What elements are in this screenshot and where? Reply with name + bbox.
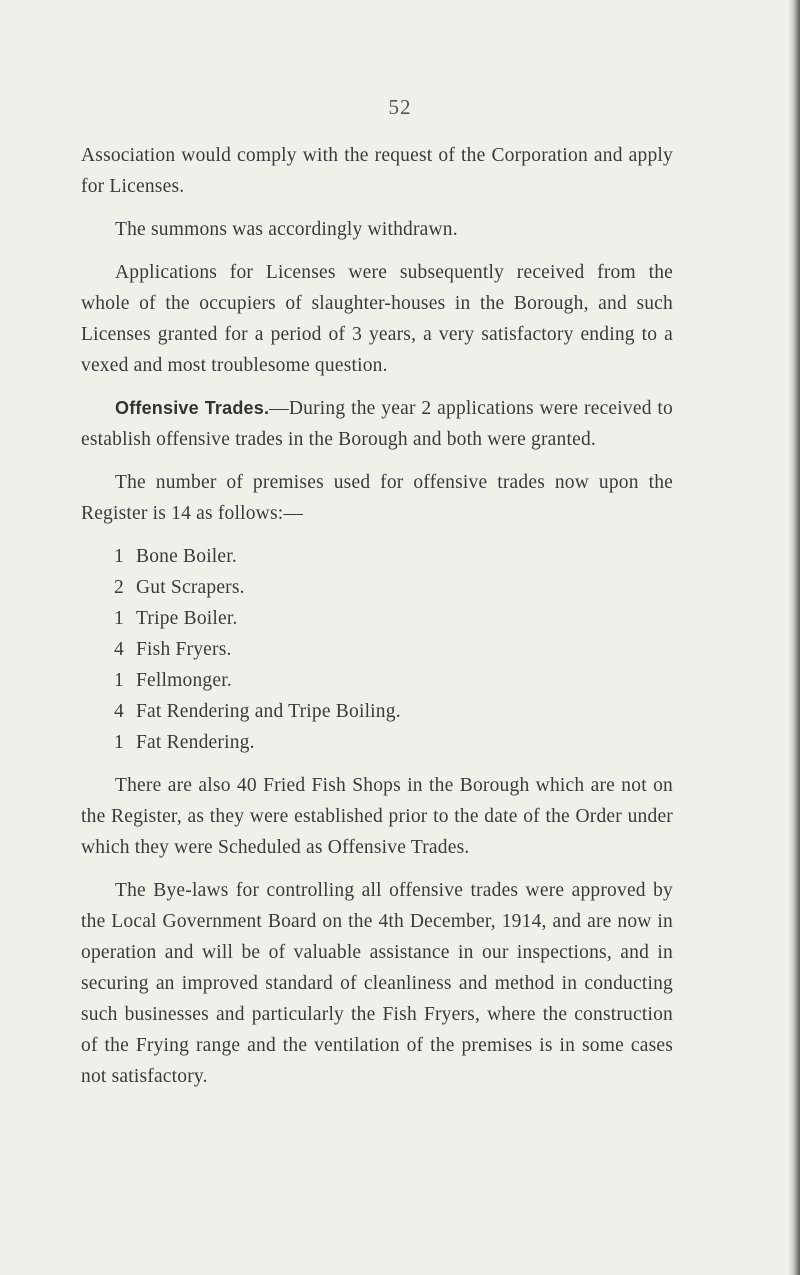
page-number: 52: [388, 95, 412, 119]
trade-name: Fish Fryers.: [136, 639, 232, 660]
trade-name: Gut Scrapers.: [136, 577, 245, 598]
trade-count: 4: [114, 701, 124, 722]
trade-count: 1: [114, 608, 124, 629]
paragraph-applications: Applications for Licenses were subsequently received from the whole of the occupiers of slaughter-houses in the Borough, and such Licenses granted for a period of 3 years, a very satisfactory ending to a vexed and most troublesome question.: [81, 262, 673, 376]
paragraph-association: Association would comply with the request of the Corporation and apply for Licenses.: [81, 145, 673, 197]
list-item: [114, 572, 673, 603]
trade-name: Tripe Boiler.: [136, 608, 238, 629]
paragraph-byelaws: The Bye-laws for controlling all offensive trades were approved by the Local Government Board on the 4th December, 1914, and are now in operation and will be of valuable assistance in our inspections, and in securing an improved standard of cleanliness and method in conducting such businesses and particularly the Fish Fryers, where the construction of the Frying range and the ventilation of the premises is in some cases not satisfactory.: [81, 880, 673, 1087]
trade-count: 1: [114, 546, 124, 567]
section-heading-offensive-trades: Offensive Trades.: [115, 398, 270, 418]
page-edge-shadow: [788, 0, 800, 1275]
list-item: [114, 696, 673, 727]
list-item: [114, 665, 673, 696]
paragraph-summons: The summons was accordingly withdrawn.: [115, 219, 458, 240]
trade-name: Bone Boiler.: [136, 546, 237, 567]
trade-name: Fellmonger.: [136, 670, 232, 691]
trade-name: Fat Rendering and Tripe Boiling.: [136, 701, 401, 722]
paragraph-register-intro: The number of premises used for offensive trades now upon the Register is 14 as follows:—: [81, 472, 673, 524]
list-item: [114, 634, 673, 665]
list-item: [114, 727, 673, 758]
trade-name: Fat Rendering.: [136, 732, 255, 753]
list-item: [114, 603, 673, 634]
trade-count: 4: [114, 639, 124, 660]
paragraph-fried-fish: There are also 40 Fried Fish Shops in the Borough which are not on the Register, as they were established prior to the date of the Order under which they were Scheduled as Offensive Trades.: [81, 775, 673, 858]
list-item: [114, 541, 673, 572]
offensive-trades-text: —During the year 2 applications were received to establish offensive trades in the Borough and both were granted.: [81, 398, 673, 450]
trade-count: 1: [114, 670, 124, 691]
trade-count: 1: [114, 732, 124, 753]
trades-list: [81, 541, 673, 758]
page-body: [81, 140, 673, 1104]
trade-count: 2: [114, 577, 124, 598]
paragraph-offensive-trades: [81, 393, 673, 455]
